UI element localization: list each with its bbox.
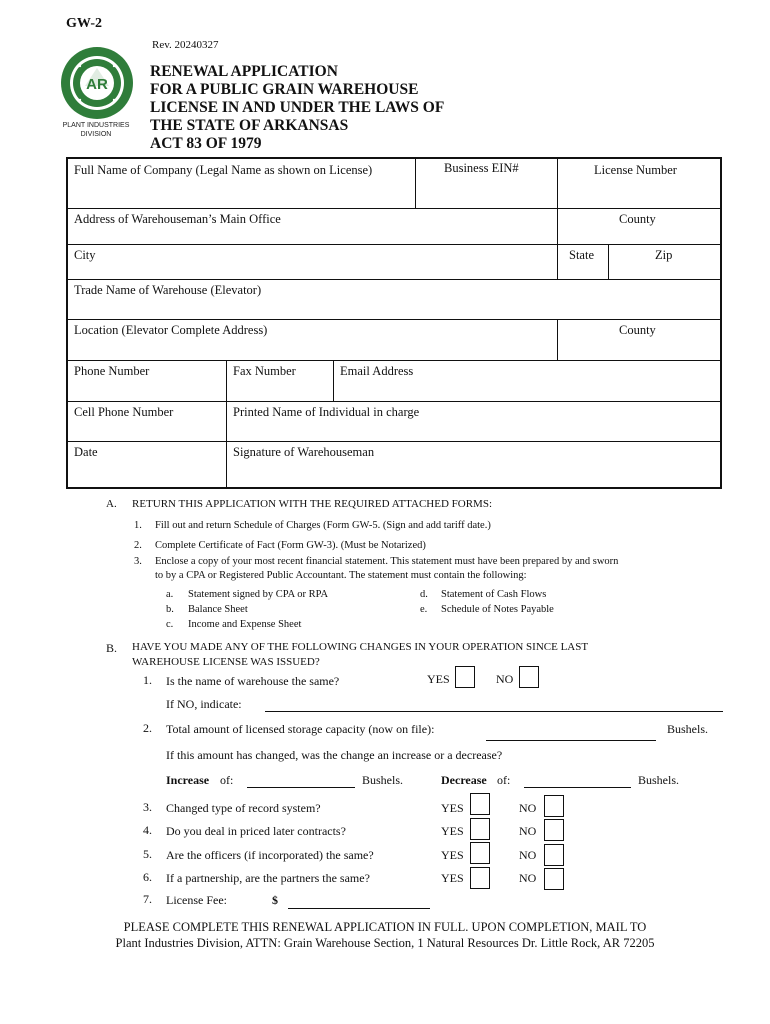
question-text: Changed type of record system? <box>166 801 321 815</box>
title-line: ACT 83 OF 1979 <box>150 135 262 152</box>
cell-phone-field[interactable]: Cell Phone Number <box>74 405 174 419</box>
storage-capacity-input-line[interactable] <box>486 740 656 741</box>
license-fee-input-line[interactable] <box>288 908 430 909</box>
no-label: NO <box>519 824 537 838</box>
question-number: 7. <box>143 892 152 906</box>
sub-item: Schedule of Notes Payable <box>441 604 554 615</box>
question-text: If a partnership, are the partners the same? <box>166 871 370 885</box>
section-a-heading: RETURN THIS APPLICATION WITH THE REQUIRED ATTACHED FORMS: <box>132 498 492 510</box>
col-divider <box>608 244 609 279</box>
of-label: of: <box>497 773 511 787</box>
col-divider <box>226 360 227 487</box>
logo-caption <box>50 121 142 139</box>
question-number: 6. <box>143 870 152 884</box>
city-field[interactable]: City <box>74 248 96 262</box>
yes-label: YES <box>441 801 464 815</box>
col-divider <box>415 159 416 208</box>
col-divider <box>333 360 334 401</box>
title-line: FOR A PUBLIC GRAIN WAREHOUSE <box>150 81 419 98</box>
row-divider <box>68 208 720 209</box>
q1-yes-checkbox[interactable] <box>455 666 475 688</box>
q6-no-checkbox[interactable] <box>544 868 564 890</box>
col-divider <box>557 159 558 279</box>
of-label: of: <box>220 773 234 787</box>
logo-caption-line: PLANT INDUSTRIES <box>62 122 130 129</box>
list-number: 2. <box>134 540 142 551</box>
section-b-heading: HAVE YOU MADE ANY OF THE FOLLOWING CHANGES IN YOUR OPERATION SINCE LAST <box>132 641 589 653</box>
department-seal-logo <box>60 46 134 120</box>
list-item: Fill out and return Schedule of Charges (Form GW-5. (Sign and add tariff date.) <box>155 520 491 531</box>
list-item: Enclose a copy of your most recent financial statement. This statement must have been prepared by and sworn <box>155 556 619 567</box>
increase-label: Increase <box>166 773 210 787</box>
bushels-unit: Bushels. <box>638 773 680 787</box>
section-a-letter: A. <box>106 498 117 510</box>
question-text: Is the name of warehouse the same? <box>166 674 340 688</box>
title-line: THE STATE OF ARKANSAS <box>150 117 349 134</box>
signature-field[interactable]: Signature of Warehouseman <box>233 445 375 459</box>
no-label: NO <box>496 672 514 686</box>
sub-item: Statement of Cash Flows <box>441 589 547 600</box>
row-divider <box>68 279 720 280</box>
list-item-continued: to by a CPA or Registered Public Accountant. The statement must contain the following: <box>155 570 527 581</box>
question-number: 4. <box>143 823 152 837</box>
no-label: NO <box>519 801 537 815</box>
trade-name-field[interactable]: Trade Name of Warehouse (Elevator) <box>74 283 262 297</box>
sub-letter: d. <box>420 589 428 600</box>
yes-label: YES <box>441 824 464 838</box>
warehouse-name-input-line[interactable] <box>265 711 723 712</box>
capacity-change-question: If this amount has changed, was the change an increase or a decrease? <box>166 748 503 762</box>
logo-caption-line: DIVISION <box>80 131 112 138</box>
title-line: RENEWAL APPLICATION <box>150 63 338 80</box>
section-b-heading-line2: WAREHOUSE LICENSE WAS ISSUED? <box>132 656 320 668</box>
question-text: Total amount of licensed storage capacity (now on file): <box>166 722 435 736</box>
row-divider <box>68 401 720 402</box>
question-number: 5. <box>143 847 152 861</box>
form-code: GW-2 <box>66 16 103 31</box>
q1-no-checkbox[interactable] <box>519 666 539 688</box>
printed-name-field[interactable]: Printed Name of Individual in charge <box>233 405 420 419</box>
q3-yes-checkbox[interactable] <box>470 793 490 815</box>
q4-no-checkbox[interactable] <box>544 819 564 841</box>
row-divider <box>68 244 720 245</box>
yes-label: YES <box>441 848 464 862</box>
question-text: Are the officers (if incorporated) the same? <box>166 848 374 862</box>
sub-item: Income and Expense Sheet <box>188 619 302 630</box>
applicant-info-grid <box>66 157 722 489</box>
row-divider <box>68 441 720 442</box>
decrease-label: Decrease <box>441 773 487 787</box>
logo-text: AR <box>86 76 108 93</box>
q5-no-checkbox[interactable] <box>544 844 564 866</box>
question-text: Do you deal in priced later contracts? <box>166 824 346 838</box>
form-title <box>150 63 444 153</box>
q4-yes-checkbox[interactable] <box>470 818 490 840</box>
business-ein-field[interactable]: Business EIN# <box>444 161 519 175</box>
sub-item: Balance Sheet <box>188 604 248 615</box>
mailing-instructions: PLEASE COMPLETE THIS RENEWAL APPLICATION IN FULL. UPON COMPLETION, MAIL TO <box>123 920 647 934</box>
no-label: NO <box>519 871 537 885</box>
decrease-amount-input-line[interactable] <box>524 787 631 788</box>
section-b-letter: B. <box>106 641 118 655</box>
q5-yes-checkbox[interactable] <box>470 842 490 864</box>
row-divider <box>68 319 720 320</box>
question-number: 2. <box>143 721 152 735</box>
yes-label: YES <box>441 871 464 885</box>
bushels-unit: Bushels. <box>362 773 404 787</box>
main-office-address-field[interactable]: Address of Warehouseman’s Main Office <box>74 212 281 226</box>
col-divider <box>557 319 558 360</box>
sub-item: Statement signed by CPA or RPA <box>188 589 329 600</box>
increase-amount-input-line[interactable] <box>247 787 355 788</box>
sub-letter: b. <box>166 604 174 615</box>
sub-letter: c. <box>166 619 174 630</box>
question-number: 1. <box>143 673 152 687</box>
location-field[interactable]: Location (Elevator Complete Address) <box>74 323 268 337</box>
no-label: NO <box>519 848 537 862</box>
license-number-field[interactable]: License Number <box>594 163 677 177</box>
list-number: 3. <box>134 556 142 567</box>
question-text: License Fee: <box>166 893 227 907</box>
zip-field[interactable]: Zip <box>655 248 673 262</box>
email-field[interactable]: Email Address <box>340 364 414 378</box>
company-name-field[interactable]: Full Name of Company (Legal Name as shown on License) <box>74 163 373 177</box>
date-field[interactable]: Date <box>74 445 98 459</box>
location-county-field[interactable]: County <box>619 323 656 337</box>
currency-symbol: $ <box>272 893 278 907</box>
yes-label: YES <box>427 672 450 686</box>
sub-letter: a. <box>166 589 174 600</box>
list-number: 1. <box>134 520 142 531</box>
row-divider <box>68 360 720 361</box>
q6-yes-checkbox[interactable] <box>470 867 490 889</box>
phone-field[interactable]: Phone Number <box>74 364 150 378</box>
list-item: Complete Certificate of Fact (Form GW-3). (Must be Notarized) <box>155 540 426 551</box>
state-field[interactable]: State <box>569 248 594 262</box>
q3-no-checkbox[interactable] <box>544 795 564 817</box>
question-number: 3. <box>143 800 152 814</box>
sub-letter: e. <box>420 604 428 615</box>
if-no-indicate-label: If NO, indicate: <box>166 697 242 711</box>
title-line: LICENSE IN AND UNDER THE LAWS OF <box>150 99 445 116</box>
mailing-address: Plant Industries Division, ATTN: Grain Warehouse Section, 1 Natural Resources Dr. Little Rock, AR 72205 <box>115 936 655 950</box>
county-field[interactable]: County <box>619 212 656 226</box>
bushels-unit: Bushels. <box>667 722 709 736</box>
revision-number: Rev. 20240327 <box>152 39 219 51</box>
fax-field[interactable]: Fax Number <box>233 364 296 378</box>
